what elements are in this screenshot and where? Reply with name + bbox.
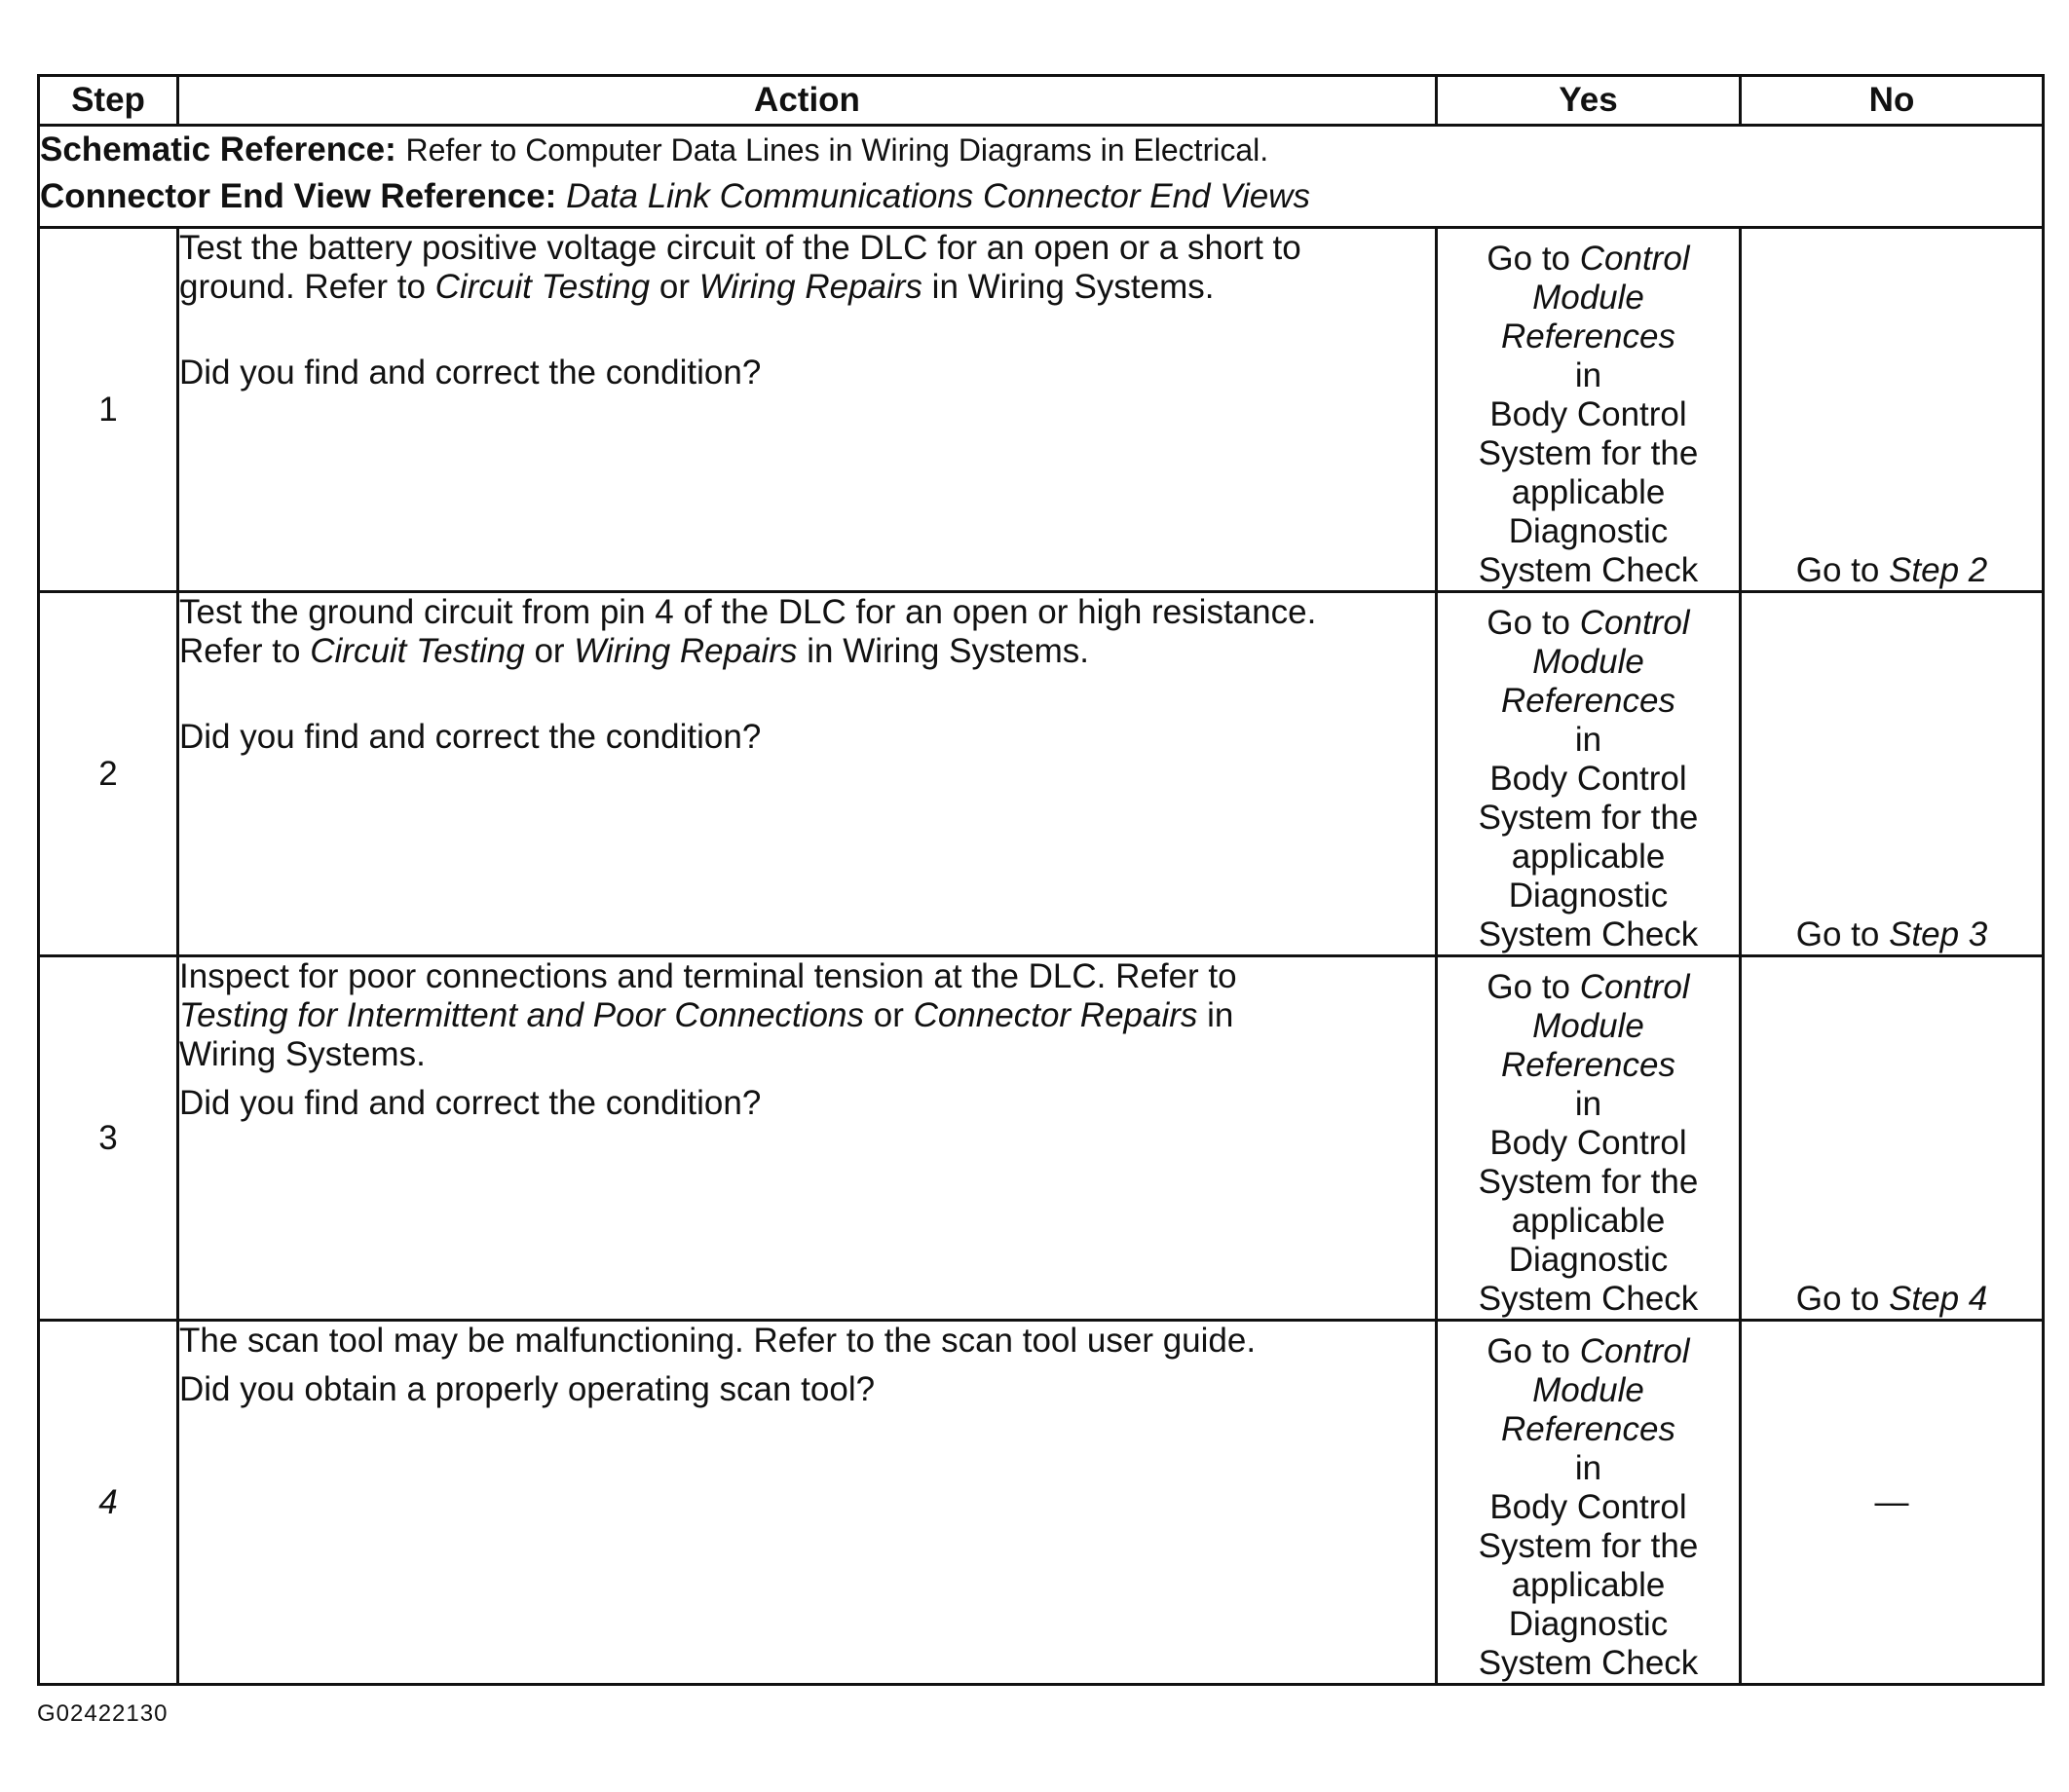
yes-text: Control <box>1579 240 1690 278</box>
action-text: or <box>658 268 690 306</box>
yes-text: applicable <box>1511 1566 1666 1604</box>
action-line: Inspect for poor connections and terminal tension at the DLC. Refer to <box>179 957 1237 995</box>
connector-reference-label: Connector End View Reference: <box>40 177 557 215</box>
yes-instruction <box>1438 604 1739 954</box>
yes-text: Go to <box>1486 604 1571 642</box>
yes-text: applicable <box>1511 838 1666 876</box>
step-number: 3 <box>39 956 178 1321</box>
yes-text: Go to <box>1486 1332 1571 1370</box>
schematic-reference-label: Schematic Reference: <box>40 131 396 168</box>
yes-text: in <box>1574 1085 1602 1123</box>
diagnostic-table <box>37 74 2045 1686</box>
action-line: The scan tool may be malfunctioning. Refer to the scan tool user guide. <box>179 1322 1257 1360</box>
step-action <box>178 228 1437 592</box>
yes-text: Body Control <box>1489 1488 1687 1526</box>
yes-text: in <box>1574 356 1602 394</box>
yes-text: System Check <box>1478 1644 1699 1682</box>
yes-text: Module <box>1532 1007 1644 1045</box>
yes-text: References <box>1501 682 1675 720</box>
yes-text: Body Control <box>1489 395 1687 433</box>
yes-text: System Check <box>1478 915 1699 953</box>
yes-text: Control <box>1579 968 1690 1006</box>
action-question: Did you obtain a properly operating scan tool? <box>179 1370 876 1408</box>
step-number: 4 <box>39 1321 178 1685</box>
step-action <box>178 592 1437 956</box>
yes-text: System Check <box>1478 551 1699 589</box>
yes-text: References <box>1501 1410 1675 1448</box>
no-step-ref: Step 2 <box>1889 551 1988 589</box>
action-line <box>179 996 1435 1035</box>
connector-reference-text: Data Link Communications Connector End Views <box>566 177 1310 215</box>
step-no <box>1741 228 2044 592</box>
circuit-testing-ref: Circuit Testing <box>434 268 651 306</box>
header-yes: Yes <box>1437 76 1741 126</box>
step-row <box>39 956 2044 1321</box>
action-question: Did you find and correct the condition? <box>179 354 762 392</box>
yes-text: Diagnostic <box>1508 1605 1669 1643</box>
no-text: Go to <box>1795 915 1880 953</box>
figure-id: G02422130 <box>37 1700 169 1727</box>
wiring-repairs-ref: Wiring Repairs <box>574 632 798 670</box>
schematic-reference-text: Refer to Computer Data Lines in Wiring Diagrams in Electrical. <box>405 132 1269 168</box>
step-action <box>178 1321 1437 1685</box>
yes-text: applicable <box>1511 473 1666 511</box>
schematic-reference <box>40 127 2042 173</box>
header-row <box>39 76 2044 126</box>
yes-text: applicable <box>1511 1202 1666 1240</box>
header-action: Action <box>178 76 1437 126</box>
yes-text: Module <box>1532 1371 1644 1409</box>
action-text: or <box>873 996 904 1034</box>
action-text: Refer to <box>179 632 301 670</box>
yes-text: in <box>1574 721 1602 759</box>
yes-instruction <box>1438 1332 1739 1683</box>
intermittent-connections-ref: Testing for Intermittent and Poor Connections <box>179 996 864 1034</box>
yes-text: System Check <box>1478 1280 1699 1318</box>
yes-text: System for the <box>1478 799 1699 837</box>
yes-text: Diagnostic <box>1508 1241 1669 1279</box>
yes-text: References <box>1501 317 1675 355</box>
yes-text: in <box>1574 1449 1602 1487</box>
step-row <box>39 228 2044 592</box>
action-line: Wiring Systems. <box>179 1035 426 1073</box>
yes-text: Diagnostic <box>1508 512 1669 550</box>
circuit-testing-ref: Circuit Testing <box>310 632 525 670</box>
no-text: Go to <box>1795 551 1880 589</box>
action-question: Did you find and correct the condition? <box>179 718 762 756</box>
action-question: Did you find and correct the condition? <box>179 1084 762 1122</box>
yes-instruction <box>1438 240 1739 590</box>
no-step-ref: Step 3 <box>1889 915 1988 953</box>
step-number: 2 <box>39 592 178 956</box>
action-text: or <box>534 632 565 670</box>
references-cell <box>39 126 2044 228</box>
step-no: — <box>1741 1321 2044 1685</box>
step-yes <box>1437 592 1741 956</box>
header-step: Step <box>39 76 178 126</box>
action-line: Test the battery positive voltage circuit of the DLC for an open or a short to <box>179 229 1301 267</box>
yes-text: Diagnostic <box>1508 877 1669 915</box>
header-no: No <box>1741 76 2044 126</box>
yes-text: References <box>1501 1046 1675 1084</box>
no-text: Go to <box>1795 1280 1880 1318</box>
yes-text: Body Control <box>1489 1124 1687 1162</box>
yes-text: Module <box>1532 643 1644 681</box>
yes-text: Module <box>1532 279 1644 317</box>
step-no <box>1741 592 2044 956</box>
action-line: Test the ground circuit from pin 4 of the DLC for an open or high resistance. <box>179 593 1317 631</box>
connector-reference <box>40 173 2042 220</box>
step-yes <box>1437 228 1741 592</box>
step-yes <box>1437 956 1741 1321</box>
yes-text: Control <box>1579 604 1690 642</box>
yes-text: System for the <box>1478 1163 1699 1201</box>
wiring-repairs-ref: Wiring Repairs <box>698 268 922 306</box>
yes-text: Control <box>1579 1332 1690 1370</box>
yes-text: System for the <box>1478 434 1699 472</box>
action-text: ground. Refer to <box>179 268 426 306</box>
action-text: in Wiring Systems. <box>807 632 1090 670</box>
yes-text: Body Control <box>1489 760 1687 798</box>
action-text: in <box>1207 996 1234 1034</box>
action-line <box>179 268 1435 307</box>
no-step-ref: Step 4 <box>1889 1280 1988 1318</box>
step-number: 1 <box>39 228 178 592</box>
yes-text: Go to <box>1486 968 1571 1006</box>
action-text: in Wiring Systems. <box>931 268 1215 306</box>
connector-repairs-ref: Connector Repairs <box>913 996 1198 1034</box>
yes-text: System for the <box>1478 1527 1699 1565</box>
action-line <box>179 632 1435 671</box>
references-row <box>39 126 2044 228</box>
yes-instruction <box>1438 968 1739 1319</box>
step-yes <box>1437 1321 1741 1685</box>
step-no <box>1741 956 2044 1321</box>
step-action <box>178 956 1437 1321</box>
step-row <box>39 592 2044 956</box>
yes-text: Go to <box>1486 240 1571 278</box>
step-row <box>39 1321 2044 1685</box>
